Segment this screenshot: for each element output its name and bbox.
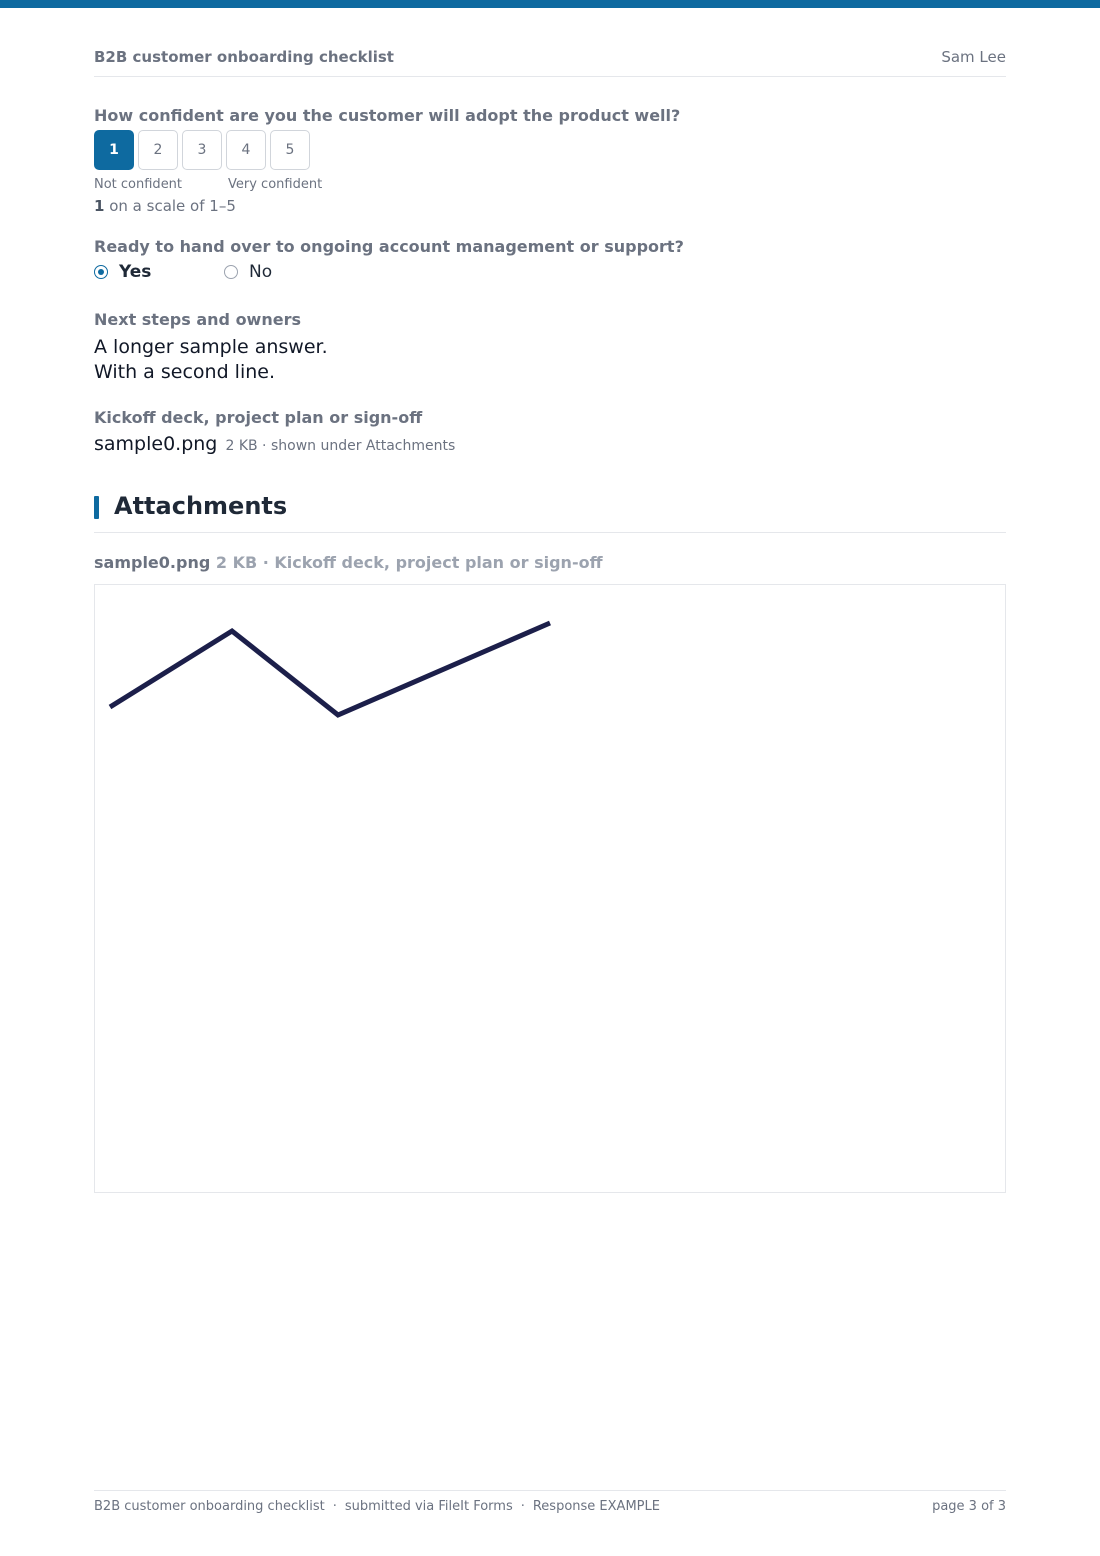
radio-yes-label: Yes	[119, 262, 152, 282]
scale-option-4[interactable]: 4	[226, 130, 266, 170]
confidence-scale	[94, 130, 310, 170]
attachments-section-header	[94, 492, 1006, 533]
question-next-steps-label: Next steps and owners	[94, 310, 301, 329]
form-title: B2B customer onboarding checklist	[94, 48, 394, 66]
footer-submitted: submitted via FileIt Forms	[344, 1499, 513, 1514]
scale-option-5[interactable]: 5	[270, 130, 310, 170]
uploaded-file	[94, 433, 455, 455]
footer-response: Response EXAMPLE	[532, 1499, 660, 1514]
next-steps-answer-line-1: A longer sample answer.	[94, 336, 328, 358]
question-upload-label: Kickoff deck, project plan or sign-off	[94, 408, 423, 427]
page-footer	[94, 1490, 1006, 1514]
scale-option-3[interactable]: 3	[182, 130, 222, 170]
attachment-image-preview	[94, 584, 1006, 1193]
radio-no-label: No	[249, 262, 273, 282]
uploaded-file-meta: 2 KB · shown under Attachments	[225, 438, 456, 454]
scale-option-2[interactable]: 2	[138, 130, 178, 170]
radio-yes[interactable]	[94, 262, 151, 282]
scale-low-label: Not confident	[94, 177, 183, 192]
next-steps-answer-line-2: With a second line.	[94, 361, 275, 383]
footer-form-title: B2B customer onboarding checklist	[94, 1499, 325, 1514]
scale-option-1[interactable]: 1	[94, 130, 134, 170]
attachment-file-name[interactable]: sample0.png	[94, 553, 211, 572]
user-name: Sam Lee	[941, 48, 1006, 66]
scale-summary	[94, 197, 236, 215]
footer-page-number: page 3 of 3	[932, 1499, 1006, 1514]
attachment-drawn-line	[110, 623, 550, 715]
radio-no[interactable]	[224, 262, 272, 282]
section-accent-bar	[94, 496, 99, 519]
question-handover-label: Ready to hand over to ongoing account management or support?	[94, 237, 684, 256]
scale-summary-text: on a scale of 1–5	[109, 197, 236, 215]
question-confidence-label: How confident are you the customer will adopt the product well?	[94, 106, 681, 125]
uploaded-file-name[interactable]: sample0.png	[94, 433, 218, 455]
footer-left: B2B customer onboarding checklist · submitted via FileIt Forms · Response EXAMPLE	[94, 1499, 660, 1514]
page-header	[94, 48, 1006, 77]
attachment-caption	[94, 553, 603, 572]
attachments-title: Attachments	[114, 492, 288, 520]
radio-checked-icon	[94, 265, 108, 279]
radio-unchecked-icon	[224, 265, 238, 279]
page	[94, 0, 1006, 1556]
scale-summary-value: 1	[94, 197, 105, 215]
attachment-image	[95, 585, 1005, 1192]
attachment-file-meta: 2 KB · Kickoff deck, project plan or sign-off	[215, 553, 603, 572]
scale-high-label: Very confident	[228, 177, 323, 192]
